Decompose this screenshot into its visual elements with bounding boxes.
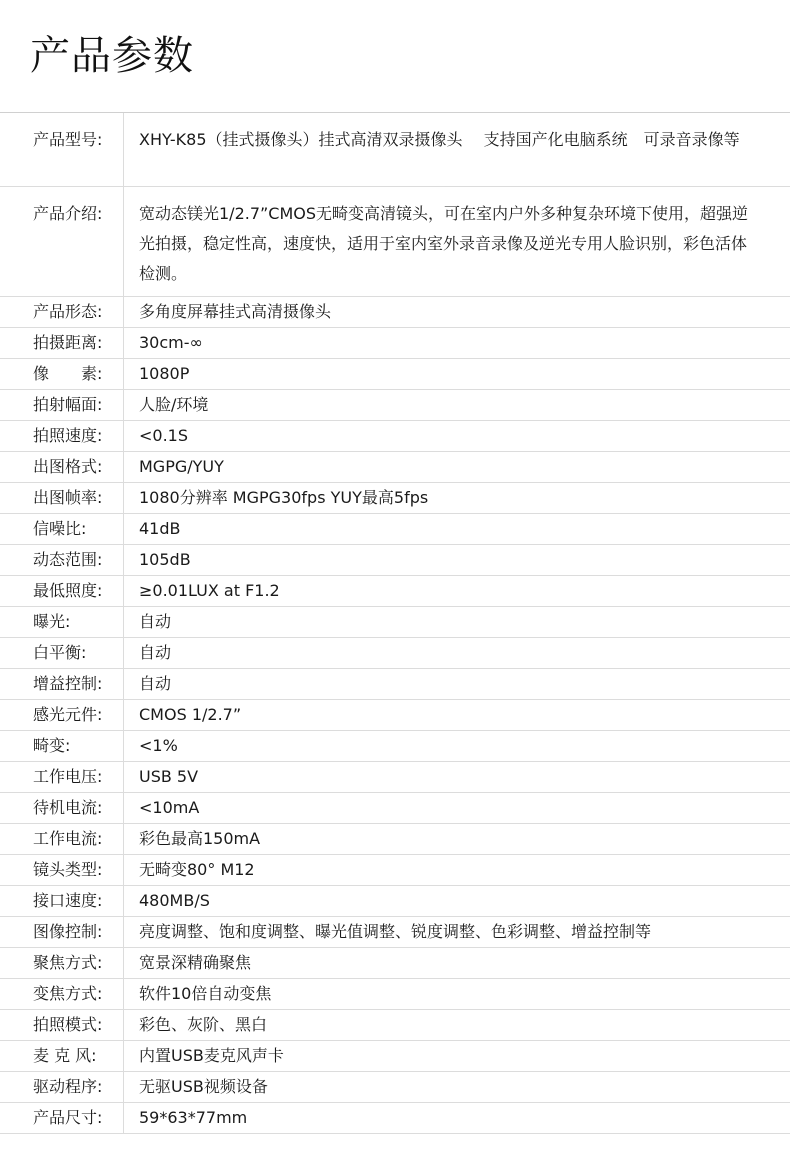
spec-value: 内置USB麦克风声卡 xyxy=(139,1046,284,1065)
spec-label: 像 素: xyxy=(0,359,124,389)
spec-label: 产品形态: xyxy=(0,297,124,327)
spec-row-output-format xyxy=(0,452,790,483)
spec-value: 彩色、灰阶、黑白 xyxy=(139,1015,268,1034)
spec-value: 彩色最高150mA xyxy=(139,829,261,848)
spec-value: <0.1S xyxy=(139,426,189,445)
spec-row-dynamic-range xyxy=(0,545,790,576)
spec-value: XHY-K85（挂式摄像头）挂式高清双录摄像头 支持国产化电脑系统 可录音录像等 xyxy=(139,130,740,149)
spec-value: ≥0.01LUX at F1.2 xyxy=(139,581,280,600)
spec-row-voltage xyxy=(0,762,790,793)
spec-row-intro xyxy=(0,187,790,297)
spec-row-white-balance xyxy=(0,638,790,669)
spec-value: <10mA xyxy=(139,798,200,817)
spec-label: 最低照度: xyxy=(0,576,124,606)
spec-label: 工作电流: xyxy=(0,824,124,854)
page-title: 产品参数 xyxy=(30,33,194,79)
spec-label: 图像控制: xyxy=(0,917,124,947)
spec-value: CMOS 1/2.7” xyxy=(139,705,242,724)
spec-label: 拍摄距离: xyxy=(0,328,124,358)
spec-row-lens-type xyxy=(0,855,790,886)
spec-value: 宽景深精确聚焦 xyxy=(139,953,252,972)
spec-label: 麦 克 风: xyxy=(0,1041,124,1071)
spec-row-standby-current xyxy=(0,793,790,824)
spec-value: <1% xyxy=(139,736,178,755)
spec-value: 30cm-∞ xyxy=(139,333,203,352)
spec-row-pixels xyxy=(0,359,790,390)
spec-row-microphone xyxy=(0,1041,790,1072)
spec-label: 产品尺寸: xyxy=(0,1103,124,1133)
spec-value: 59*63*77mm xyxy=(139,1108,248,1127)
spec-table xyxy=(0,112,790,1134)
spec-label: 拍射幅面: xyxy=(0,390,124,420)
spec-label: 增益控制: xyxy=(0,669,124,699)
spec-value: 1080分辨率 MGPG30fps YUY最高5fps xyxy=(139,488,429,507)
spec-row-working-current xyxy=(0,824,790,855)
spec-label: 白平衡: xyxy=(0,638,124,668)
spec-row-photo-speed xyxy=(0,421,790,452)
spec-label: 拍照速度: xyxy=(0,421,124,451)
spec-label: 感光元件: xyxy=(0,700,124,730)
spec-value: 自动 xyxy=(139,612,172,631)
spec-label: 产品型号: xyxy=(0,113,124,186)
spec-value: 105dB xyxy=(139,550,191,569)
spec-row-frame-rate xyxy=(0,483,790,514)
spec-label: 聚焦方式: xyxy=(0,948,124,978)
spec-row-shot-area xyxy=(0,390,790,421)
spec-row-dimensions xyxy=(0,1103,790,1134)
spec-value: 1080P xyxy=(139,364,190,383)
spec-row-interface-speed xyxy=(0,886,790,917)
spec-row-exposure xyxy=(0,607,790,638)
spec-row-driver xyxy=(0,1072,790,1103)
spec-row-distance xyxy=(0,328,790,359)
spec-row-form xyxy=(0,297,790,328)
spec-value: 41dB xyxy=(139,519,181,538)
spec-label: 曝光: xyxy=(0,607,124,637)
spec-label: 出图帧率: xyxy=(0,483,124,513)
spec-label: 变焦方式: xyxy=(0,979,124,1009)
spec-label: 拍照模式: xyxy=(0,1010,124,1040)
spec-value: 自动 xyxy=(139,674,172,693)
spec-label: 待机电流: xyxy=(0,793,124,823)
spec-row-gain-control xyxy=(0,669,790,700)
spec-value: 自动 xyxy=(139,643,172,662)
spec-label: 接口速度: xyxy=(0,886,124,916)
spec-value: 无畸变80° M12 xyxy=(139,860,255,879)
spec-row-min-illumination xyxy=(0,576,790,607)
spec-row-zoom-mode xyxy=(0,979,790,1010)
spec-label: 出图格式: xyxy=(0,452,124,482)
spec-label: 信噪比: xyxy=(0,514,124,544)
spec-label: 工作电压: xyxy=(0,762,124,792)
spec-value: 宽动态镁光1/2.7”CMOS无畸变高清镜头，可在室内户外多种复杂环境下使用，超强逆光拍摄，稳定性高，速度快，适用于室内室外录音录像及逆光专用人脸识别，彩色活体检测。 xyxy=(139,204,749,283)
spec-row-snr xyxy=(0,514,790,545)
spec-label: 动态范围: xyxy=(0,545,124,575)
spec-label: 镜头类型: xyxy=(0,855,124,885)
spec-value: 无驱USB视频设备 xyxy=(139,1077,268,1096)
spec-value: 多角度屏幕挂式高清摄像头 xyxy=(139,302,332,321)
spec-row-image-control xyxy=(0,917,790,948)
spec-row-sensor xyxy=(0,700,790,731)
spec-value: 人脸/环境 xyxy=(139,395,209,414)
spec-value: 480MB/S xyxy=(139,891,210,910)
spec-row-photo-mode xyxy=(0,1010,790,1041)
spec-value: MGPG/YUY xyxy=(139,457,224,476)
spec-value: 亮度调整、饱和度调整、曝光值调整、锐度调整、色彩调整、增益控制等 xyxy=(139,922,652,941)
spec-label: 驱动程序: xyxy=(0,1072,124,1102)
spec-label: 畸变: xyxy=(0,731,124,761)
spec-row-focus-mode xyxy=(0,948,790,979)
spec-row-model xyxy=(0,113,790,187)
spec-label: 产品介绍: xyxy=(0,187,124,296)
spec-row-distortion xyxy=(0,731,790,762)
spec-value: 软件10倍自动变焦 xyxy=(139,984,272,1003)
spec-value: USB 5V xyxy=(139,767,199,786)
